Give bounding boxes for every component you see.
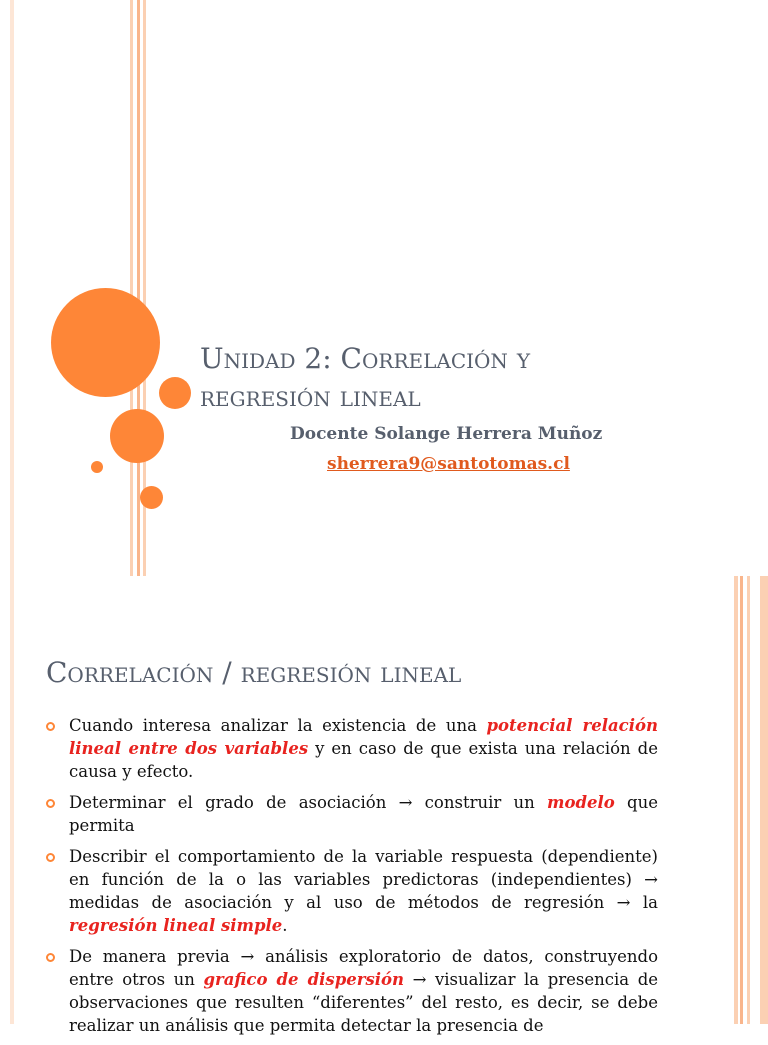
author-email-link[interactable]: sherrera9@santotomas.cl [327, 454, 570, 474]
circle-bullet-icon [46, 853, 55, 862]
highlighted-term: regresión lineal simple [69, 916, 283, 935]
small-circle-decoration [140, 486, 163, 509]
slide-title-line-2: regresión lineal [200, 380, 421, 413]
bullet-list [46, 714, 658, 1045]
right-stripe-decoration [760, 576, 768, 1024]
bullet-text: De manera previa → análisis exploratorio de datos, construyendo entre otros un [69, 947, 658, 989]
left-stripe-decoration [10, 576, 14, 1024]
highlighted-term: potencial relación lineal entre dos variables [69, 716, 658, 758]
list-item [46, 791, 658, 837]
left-stripe-decoration [130, 0, 133, 576]
list-item [46, 945, 658, 1037]
circle-bullet-icon [46, 799, 55, 808]
large-circle-decoration [51, 288, 160, 397]
left-stripe-decoration [10, 0, 14, 576]
highlighted-term: grafico de dispersión [203, 970, 404, 989]
medium-circle-decoration [110, 409, 164, 463]
list-item [46, 714, 658, 783]
bullet-text: y en caso de que exista una relación de causa y efecto. [69, 739, 658, 781]
slide-title [200, 340, 720, 416]
right-stripe-decoration [734, 576, 738, 1024]
author-name: Docente Solange Herrera Muñoz [290, 424, 603, 444]
bullet-text: Describir el comportamiento de la variable respuesta (dependiente) en función de la o las variables predictoras (independientes) → medidas de asociación y al uso de métodos de regresión → la [69, 847, 658, 912]
circle-bullet-icon [46, 722, 55, 731]
bullet-text: que permita [69, 793, 658, 835]
bullet-text: . [282, 916, 288, 935]
left-stripe-decoration [137, 0, 140, 576]
slide-title-line-1: Unidad 2: Correlación y [200, 342, 531, 375]
right-stripe-decoration [740, 576, 743, 1024]
circle-bullet-icon [46, 953, 55, 962]
right-stripe-decoration [747, 576, 750, 1024]
small-circle-decoration [159, 377, 191, 409]
highlighted-term: modelo [547, 793, 615, 812]
bullet-text: → visualizar la presencia de observaciones que resulten “diferentes” del resto, es decir, se debe realizar un análisis que permita detectar la presencia de [69, 970, 659, 1035]
bullet-text: Determinar el grado de asociación → construir un [69, 793, 548, 812]
content-slide [0, 576, 768, 1035]
tiny-circle-decoration [91, 461, 103, 473]
slide-title: Correlación / regresión lineal [46, 656, 462, 689]
bullet-text: Cuando interesa analizar la existencia de una [69, 716, 487, 735]
list-item [46, 845, 658, 937]
